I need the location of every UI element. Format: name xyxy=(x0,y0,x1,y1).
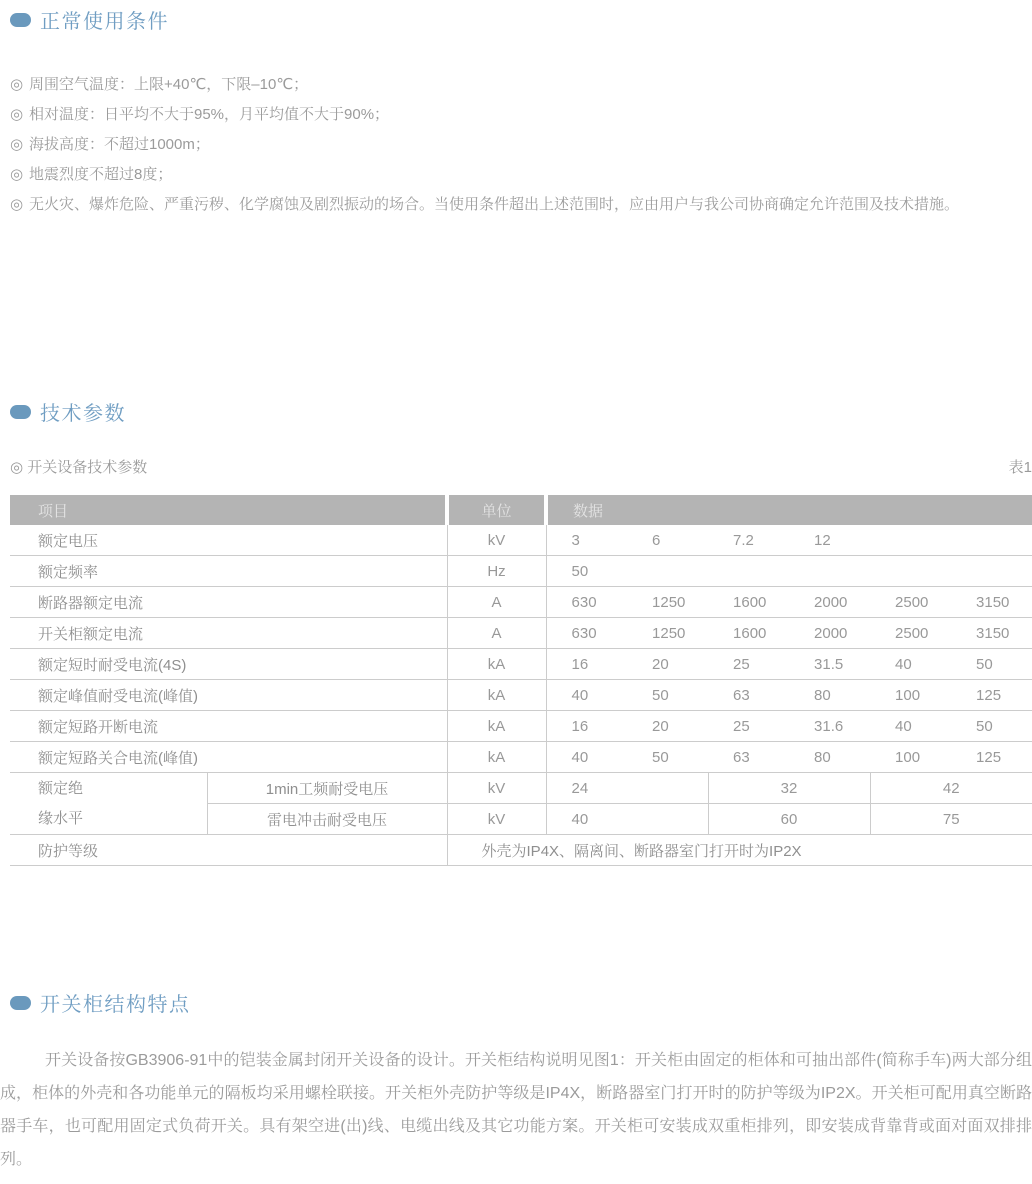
header-unit: 单位 xyxy=(447,495,546,525)
row-value: 6 xyxy=(627,525,708,556)
row-value: 40 xyxy=(546,804,708,835)
list-item-text: 海拔高度：不超过1000m； xyxy=(29,136,210,153)
table-header-row xyxy=(10,495,1032,525)
row-value: 20 xyxy=(627,649,708,680)
section-title: 正常使用条件 xyxy=(40,11,169,33)
row-unit: Hz xyxy=(447,556,546,587)
row-value: 42 xyxy=(870,773,1032,804)
row-value: 25 xyxy=(708,711,789,742)
row-unit: kA xyxy=(447,680,546,711)
row-value: 2500 xyxy=(870,618,951,649)
row-value xyxy=(789,556,870,587)
row-label: 额定频率 xyxy=(10,556,447,587)
row-value xyxy=(870,525,951,556)
header-item: 项目 xyxy=(10,495,447,525)
protection-value: 外壳为IP4X、隔离间、断路器室门打开时为IP2X xyxy=(447,835,1032,866)
row-value xyxy=(627,556,708,587)
list-item-text: 周围空气温度：上限+40℃，下限–10℃； xyxy=(29,76,309,93)
row-value: 1600 xyxy=(708,618,789,649)
row-value: 40 xyxy=(870,649,951,680)
row-value xyxy=(870,556,951,587)
row-value: 2000 xyxy=(789,587,870,618)
section-bullet-icon xyxy=(10,996,31,1010)
row-value: 63 xyxy=(708,680,789,711)
list-item xyxy=(10,100,1024,130)
row-value: 40 xyxy=(546,742,627,773)
row-label: 额定电压 xyxy=(10,525,447,556)
row-unit: A xyxy=(447,618,546,649)
row-value: 50 xyxy=(951,711,1032,742)
row-value xyxy=(708,556,789,587)
row-value: 24 xyxy=(546,773,708,804)
list-item-text: 地震烈度不超过8度； xyxy=(29,166,173,183)
row-value: 3150 xyxy=(951,618,1032,649)
row-value: 50 xyxy=(627,680,708,711)
row-unit: kV xyxy=(447,804,546,835)
insulation-sub-label: 1min工频耐受电压 xyxy=(207,773,447,804)
row-label: 额定短路关合电流(峰值) xyxy=(10,742,447,773)
usage-conditions-list xyxy=(10,70,1024,220)
row-value: 630 xyxy=(546,587,627,618)
list-item xyxy=(10,130,1024,160)
row-value: 16 xyxy=(546,649,627,680)
table-row-protection xyxy=(10,835,1032,866)
row-value: 50 xyxy=(951,649,1032,680)
table-row xyxy=(10,711,1032,742)
row-value: 25 xyxy=(708,649,789,680)
row-unit: A xyxy=(447,587,546,618)
section-bullet-icon xyxy=(10,13,31,27)
row-value: 40 xyxy=(546,680,627,711)
row-value: 16 xyxy=(546,711,627,742)
table-caption-row xyxy=(10,456,1032,477)
row-value: 80 xyxy=(789,742,870,773)
row-value: 100 xyxy=(870,742,951,773)
row-value: 100 xyxy=(870,680,951,711)
section-heading-structure xyxy=(10,988,191,1017)
insulation-sub-label: 雷电冲击耐受电压 xyxy=(207,804,447,835)
row-unit: kA xyxy=(447,742,546,773)
table-caption: ◎ 开关设备技术参数 xyxy=(10,459,148,476)
list-item-text: 无火灾、爆炸危险、严重污秽、化学腐蚀及剧烈振动的场合。当使用条件超出上述范围时，应由用户与我公司协商确定允许范围及技术措施。 xyxy=(29,196,960,213)
row-value: 1600 xyxy=(708,587,789,618)
row-value: 125 xyxy=(951,742,1032,773)
row-label: 额定短时耐受电流(4S) xyxy=(10,649,447,680)
list-item xyxy=(10,70,1024,100)
table-row xyxy=(10,587,1032,618)
row-value: 50 xyxy=(546,556,627,587)
structure-paragraph: 开关设备按GB3906-91中的铠装金属封闭开关设备的设计。开关柜结构说明见图1：开关柜由固定的柜体和可抽出部件(简称手车)两大部分组成，柜体的外壳和各功能单元的隔板均采用螺栓联接。开关柜外壳防护等级是IP4X，断路器室门打开时的防护等级为IP2X。开关柜可配用真空断路器手车，也可配用固定式负荷开关。具有架空进(出)线、电缆出线及其它功能方案。开关柜可安装成双重柜排列，即安装成背靠背或面对面双排排列。 xyxy=(0,1052,1032,1168)
table-row xyxy=(10,618,1032,649)
list-marker-icon: ◎ xyxy=(10,76,24,93)
table-row xyxy=(10,525,1032,556)
row-value: 7.2 xyxy=(708,525,789,556)
row-value: 2500 xyxy=(870,587,951,618)
table-row xyxy=(10,680,1032,711)
table-row xyxy=(10,649,1032,680)
row-unit: kA xyxy=(447,711,546,742)
row-value: 60 xyxy=(708,804,870,835)
row-value: 12 xyxy=(789,525,870,556)
tech-parameters-table xyxy=(10,495,1032,866)
insulation-level-label: 额定绝 缘水平 xyxy=(10,773,207,835)
section-heading-tech xyxy=(10,397,126,426)
row-value: 31.5 xyxy=(789,649,870,680)
row-value: 32 xyxy=(708,773,870,804)
section-title: 开关柜结构特点 xyxy=(40,994,191,1016)
list-marker-icon: ◎ xyxy=(10,196,24,213)
row-unit: kV xyxy=(447,525,546,556)
row-value: 1250 xyxy=(627,618,708,649)
row-value: 31.6 xyxy=(789,711,870,742)
row-value: 75 xyxy=(870,804,1032,835)
section-title: 技术参数 xyxy=(40,403,126,425)
header-data: 数据 xyxy=(546,495,1032,525)
row-value: 80 xyxy=(789,680,870,711)
row-unit: kA xyxy=(447,649,546,680)
row-value: 3 xyxy=(546,525,627,556)
row-value: 50 xyxy=(627,742,708,773)
table-row xyxy=(10,556,1032,587)
row-value: 630 xyxy=(546,618,627,649)
table-row xyxy=(10,742,1032,773)
row-value: 63 xyxy=(708,742,789,773)
table-number: 表1 xyxy=(1008,459,1032,476)
list-marker-icon: ◎ xyxy=(10,136,24,153)
row-label: 额定峰值耐受电流(峰值) xyxy=(10,680,447,711)
list-item-text: 相对温度：日平均不大于95%，月平均值不大于90%； xyxy=(29,106,390,123)
row-value: 1250 xyxy=(627,587,708,618)
row-value: 2000 xyxy=(789,618,870,649)
list-marker-icon: ◎ xyxy=(10,106,24,123)
list-marker-icon: ◎ xyxy=(10,166,24,183)
row-label: 额定短路开断电流 xyxy=(10,711,447,742)
table-row-insulation xyxy=(10,773,1032,804)
row-value xyxy=(951,525,1032,556)
row-label: 防护等级 xyxy=(10,835,447,866)
list-item xyxy=(10,160,1024,190)
row-value: 40 xyxy=(870,711,951,742)
row-value: 125 xyxy=(951,680,1032,711)
row-label: 断路器额定电流 xyxy=(10,587,447,618)
section-heading-usage xyxy=(10,5,169,34)
list-item xyxy=(10,190,1024,220)
row-value xyxy=(951,556,1032,587)
row-label: 开关柜额定电流 xyxy=(10,618,447,649)
row-value: 3150 xyxy=(951,587,1032,618)
row-unit: kV xyxy=(447,773,546,804)
row-value: 20 xyxy=(627,711,708,742)
section-bullet-icon xyxy=(10,405,31,419)
